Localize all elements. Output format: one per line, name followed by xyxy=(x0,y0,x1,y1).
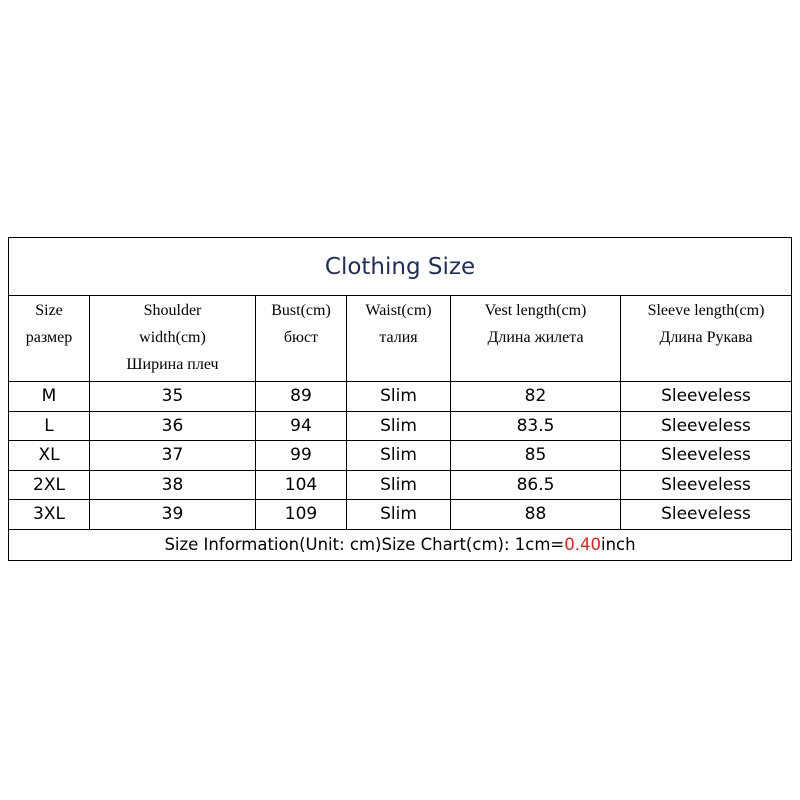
header-shoulder-en-1: Shoulder xyxy=(143,302,202,319)
cell-vest-length: 86.5 xyxy=(451,470,621,500)
size-info-note xyxy=(9,529,792,560)
header-shoulder-en-2: width(cm) xyxy=(139,329,206,346)
cell-waist: Slim xyxy=(347,470,451,500)
header-size-ru: размер xyxy=(25,329,73,346)
cell-bust: 89 xyxy=(256,382,347,412)
cell-bust: 104 xyxy=(256,470,347,500)
cell-sleeve-length: Sleeveless xyxy=(621,470,792,500)
footer-row xyxy=(9,529,792,560)
cell-waist: Slim xyxy=(347,500,451,530)
cell-vest-length: 83.5 xyxy=(451,411,621,441)
header-waist-ru: талия xyxy=(379,329,418,346)
cell-size: M xyxy=(9,382,90,412)
size-info-prefix: Size Information(Unit: cm)Size Chart(cm): 1cm= xyxy=(164,535,565,554)
header-size xyxy=(9,296,90,382)
cell-size: 3XL xyxy=(9,500,90,530)
header-bust-en: Bust(cm) xyxy=(271,302,331,319)
cell-size: XL xyxy=(9,441,90,471)
cell-sleeve-length: Sleeveless xyxy=(621,500,792,530)
table-row xyxy=(9,382,792,412)
cell-shoulder: 36 xyxy=(90,411,256,441)
header-size-en: Size xyxy=(35,302,63,319)
cell-sleeve-length: Sleeveless xyxy=(621,382,792,412)
table-row xyxy=(9,500,792,530)
cell-waist: Slim xyxy=(347,411,451,441)
cell-shoulder: 35 xyxy=(90,382,256,412)
cell-vest-length: 82 xyxy=(451,382,621,412)
header-sleeve-length-en: Sleeve length(cm) xyxy=(647,302,765,319)
cell-waist: Slim xyxy=(347,441,451,471)
table-row xyxy=(9,441,792,471)
cell-size: 2XL xyxy=(9,470,90,500)
header-shoulder-ru: Ширина плеч xyxy=(126,356,219,373)
conversion-factor: 0.40 xyxy=(564,535,601,554)
header-vest-length-en: Vest length(cm) xyxy=(484,302,587,319)
cell-bust: 109 xyxy=(256,500,347,530)
header-bust xyxy=(256,296,347,382)
header-waist-en: Waist(cm) xyxy=(365,302,432,319)
cell-sleeve-length: Sleeveless xyxy=(621,411,792,441)
header-waist xyxy=(347,296,451,382)
table-title: Clothing Size xyxy=(9,238,792,296)
header-vest-length-ru: Длина жилета xyxy=(487,329,584,346)
cell-sleeve-length: Sleeveless xyxy=(621,441,792,471)
cell-bust: 99 xyxy=(256,441,347,471)
header-shoulder xyxy=(90,296,256,382)
cell-waist: Slim xyxy=(347,382,451,412)
cell-vest-length: 85 xyxy=(451,441,621,471)
table-row xyxy=(9,470,792,500)
cell-shoulder: 38 xyxy=(90,470,256,500)
header-vest-length xyxy=(451,296,621,382)
cell-shoulder: 39 xyxy=(90,500,256,530)
header-bust-ru: бюст xyxy=(283,329,319,346)
cell-vest-length: 88 xyxy=(451,500,621,530)
header-row xyxy=(9,296,792,382)
header-sleeve-length xyxy=(621,296,792,382)
table-row xyxy=(9,411,792,441)
cell-size: L xyxy=(9,411,90,441)
title-row xyxy=(9,238,792,296)
size-chart-table xyxy=(8,237,792,561)
size-info-suffix: inch xyxy=(600,535,636,554)
cell-shoulder: 37 xyxy=(90,441,256,471)
cell-bust: 94 xyxy=(256,411,347,441)
header-sleeve-length-ru: Длина Рукава xyxy=(659,329,753,346)
